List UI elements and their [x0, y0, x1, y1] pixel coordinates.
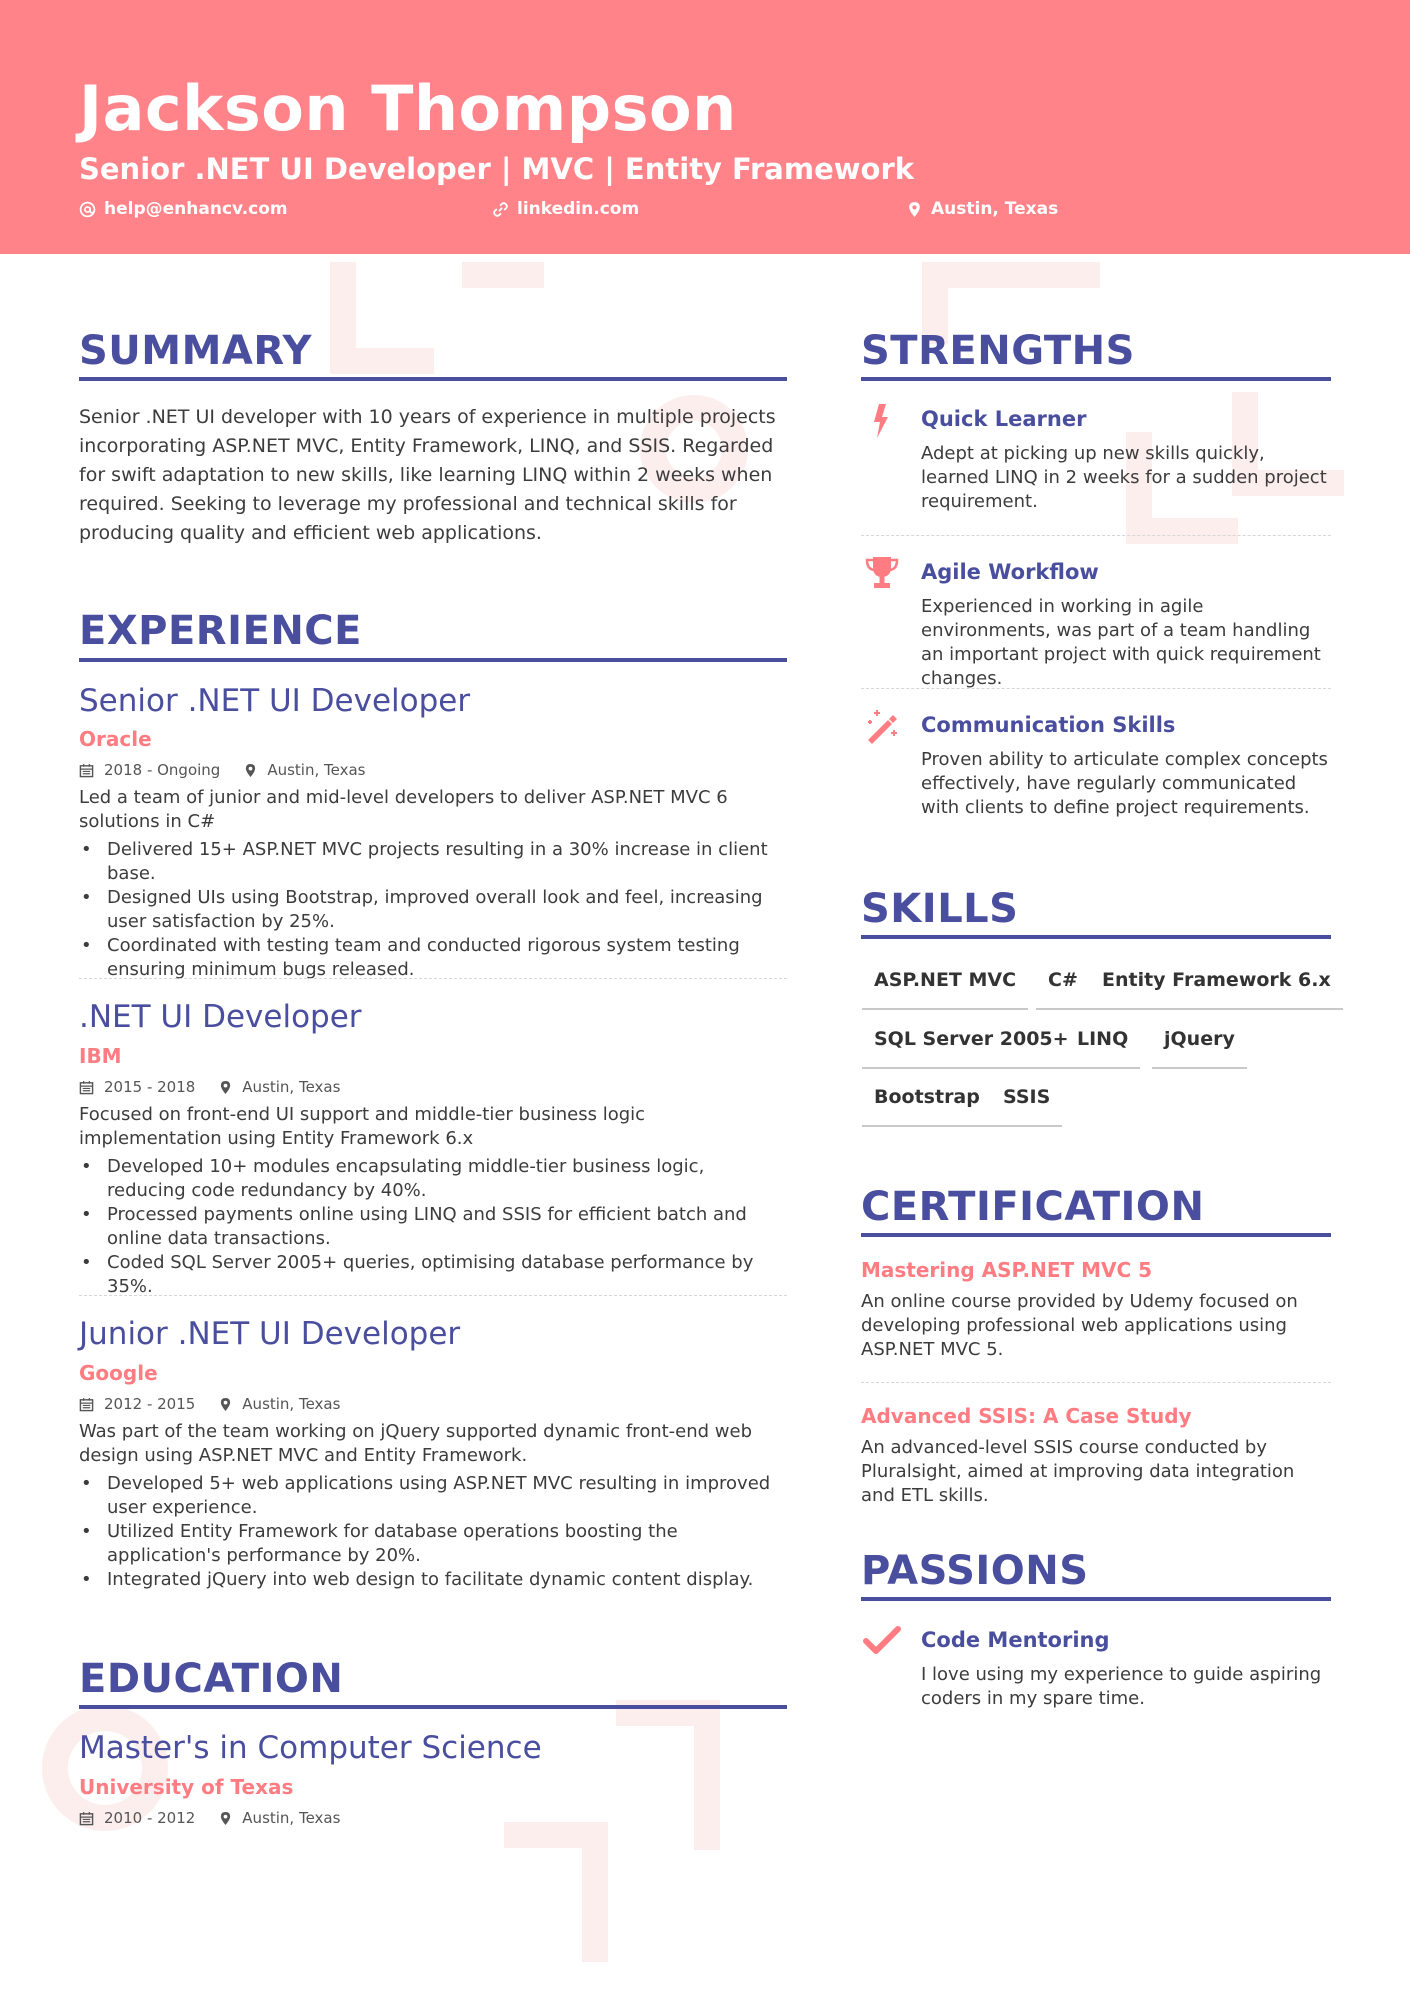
link-icon: [492, 201, 509, 218]
job-description: Was part of the team working on jQuery supported dynamic front-end web design using ASP.NET MVC and Entity Framework.: [79, 1421, 753, 1466]
list-item: • Integrated jQuery into web design to facilitate dynamic content display.: [79, 1568, 787, 1592]
skill-tag: SSIS: [991, 1077, 1062, 1127]
skill-tag: jQuery: [1152, 1019, 1247, 1069]
strength-text: Proven ability to articulate complex concepts effectively, have regularly communicated with clients to define project requirements.: [921, 749, 1328, 818]
education-location: Austin, Texas: [242, 1809, 341, 1827]
job-description: Focused on front-end UI support and middle-tier business logic implementation using Entity Framework 6.x: [79, 1104, 646, 1149]
education-heading: EDUCATION: [79, 1656, 344, 1702]
location-text: Austin, Texas: [931, 199, 1059, 219]
certification-heading: CERTIFICATION: [861, 1184, 1205, 1230]
decor-shape: [1126, 518, 1238, 544]
location-pin-icon: [906, 201, 923, 218]
certification-text: An advanced-level SSIS course conducted by Pluralsight, aimed at improving data integration and ETL skills.: [861, 1437, 1295, 1506]
passions-rule: [861, 1597, 1331, 1601]
skills-rule: [861, 935, 1331, 939]
experience-heading: EXPERIENCE: [79, 608, 362, 654]
divider: [861, 688, 1331, 689]
candidate-title: Senior .NET UI Developer | MVC | Entity Framework: [79, 152, 915, 186]
list-item: • Coordinated with testing team and conducted rigorous system testing ensuring minimum bugs released.: [79, 934, 787, 982]
job-dates: 2018 - Ongoing: [104, 761, 221, 779]
strength-text: Adept at picking up new skills quickly, learned LINQ in 2 weeks for a sudden project requirement.: [921, 443, 1327, 512]
job-description: Led a team of junior and mid-level developers to deliver ASP.NET MVC 6 solutions in C#: [79, 787, 728, 832]
job-meta: [79, 1395, 340, 1413]
strength-title: Agile Workflow: [921, 560, 1099, 584]
summary-heading: SUMMARY: [79, 328, 312, 374]
strengths-rule: [861, 377, 1331, 381]
list-item: • Developed 10+ modules encapsulating middle-tier business logic, reducing code redundancy by 40%.: [79, 1155, 787, 1203]
summary-rule: [79, 377, 787, 381]
list-item: • Designed UIs using Bootstrap, improved overall look and feel, increasing user satisfaction by 25%.: [79, 886, 787, 934]
divider: [861, 535, 1331, 536]
contact-linkedin[interactable]: [492, 199, 639, 219]
decor-shape: [330, 348, 434, 374]
education-rule: [79, 1705, 787, 1709]
divider: [79, 978, 787, 979]
job-bullets: [79, 1472, 787, 1592]
summary-text: Senior .NET UI developer with 10 years of experience in multiple projects incorporating ASP.NET MVC, Entity Framework, LINQ, and SSIS. Regarded for swift adaptation to new skills, like learning LINQ within 2 weeks when required. Seeking to leverage my professional and technical skills for producing quality and efficient web applications.: [79, 406, 776, 544]
job-meta: [79, 1078, 340, 1096]
job-title: Senior .NET UI Developer: [79, 683, 471, 719]
education-dates: 2010 - 2012: [104, 1809, 196, 1827]
strength-title: Communication Skills: [921, 713, 1176, 737]
decor-shape: [694, 1700, 720, 1850]
decor-shape: [582, 1822, 608, 1962]
education-meta: [79, 1809, 340, 1827]
candidate-name: Jackson Thompson: [79, 72, 737, 145]
strength-text: Experienced in working in agile environments, was part of a team handling an important project with quick requirement changes.: [921, 596, 1321, 689]
skill-tag: Bootstrap: [862, 1077, 992, 1127]
passion-text: I love using my experience to guide aspiring coders in my spare time.: [921, 1664, 1322, 1709]
at-icon: [79, 201, 96, 218]
calendar-icon: [79, 763, 94, 778]
passion-title: Code Mentoring: [921, 1628, 1110, 1652]
job-bullets: [79, 1155, 787, 1299]
skill-tag: ASP.NET MVC: [862, 960, 1028, 1010]
calendar-icon: [79, 1811, 94, 1826]
divider: [79, 1295, 787, 1296]
list-item: • Delivered 15+ ASP.NET MVC projects resulting in a 30% increase in client base.: [79, 838, 787, 886]
divider: [861, 1382, 1331, 1383]
job-meta: [79, 761, 365, 779]
contact-location: [906, 199, 1058, 219]
skill-tag: SQL Server 2005+: [862, 1019, 1081, 1069]
resume-header: [0, 0, 1410, 254]
job-location: Austin, Texas: [267, 761, 366, 779]
list-item: • Processed payments online using LINQ and SSIS for efficient batch and online data transactions.: [79, 1203, 787, 1251]
list-item: • Coded SQL Server 2005+ queries, optimising database performance by 35%.: [79, 1251, 787, 1299]
company-name: IBM: [79, 1044, 122, 1068]
certification-title: Advanced SSIS: A Case Study: [861, 1404, 1192, 1428]
job-title: Junior .NET UI Developer: [79, 1316, 461, 1352]
strengths-heading: STRENGTHS: [861, 328, 1135, 374]
linkedin-text: linkedin.com: [517, 199, 640, 219]
contact-email[interactable]: [79, 199, 288, 219]
school-name: University of Texas: [79, 1775, 294, 1799]
location-pin-icon: [219, 1811, 232, 1826]
location-pin-icon: [219, 1080, 232, 1095]
decor-shape: [922, 262, 1100, 288]
location-pin-icon: [244, 763, 257, 778]
trophy-icon: [862, 553, 902, 593]
certification-text: An online course provided by Udemy focused on developing professional web applications using ASP.NET MVC 5.: [861, 1291, 1298, 1360]
certification-rule: [861, 1233, 1331, 1237]
experience-rule: [79, 658, 787, 662]
passions-heading: PASSIONS: [861, 1548, 1089, 1594]
skill-tag: C#: [1036, 960, 1090, 1010]
skill-tag: LINQ: [1065, 1019, 1140, 1069]
job-location: Austin, Texas: [242, 1395, 341, 1413]
company-name: Google: [79, 1361, 158, 1385]
job-bullets: [79, 838, 787, 982]
strength-title: Quick Learner: [921, 407, 1087, 431]
calendar-icon: [79, 1080, 94, 1095]
magic-wand-icon: [862, 706, 902, 746]
company-name: Oracle: [79, 727, 152, 751]
certification-title: Mastering ASP.NET MVC 5: [861, 1258, 1153, 1282]
skill-tag: Entity Framework 6.x: [1090, 960, 1343, 1010]
email-text: help@enhancv.com: [104, 199, 288, 219]
job-dates: 2015 - 2018: [104, 1078, 196, 1096]
list-item: • Utilized Entity Framework for database operations boosting the application's performance by 20%.: [79, 1520, 787, 1568]
skills-heading: SKILLS: [861, 886, 1019, 932]
calendar-icon: [79, 1397, 94, 1412]
location-pin-icon: [219, 1397, 232, 1412]
lightning-icon: [862, 400, 902, 440]
job-location: Austin, Texas: [242, 1078, 341, 1096]
list-item: • Developed 5+ web applications using ASP.NET MVC resulting in improved user experience.: [79, 1472, 787, 1520]
job-title: .NET UI Developer: [79, 999, 362, 1035]
job-dates: 2012 - 2015: [104, 1395, 196, 1413]
checkmark-icon: [862, 1621, 902, 1661]
decor-shape: [462, 262, 544, 288]
degree-title: Master's in Computer Science: [79, 1730, 542, 1766]
